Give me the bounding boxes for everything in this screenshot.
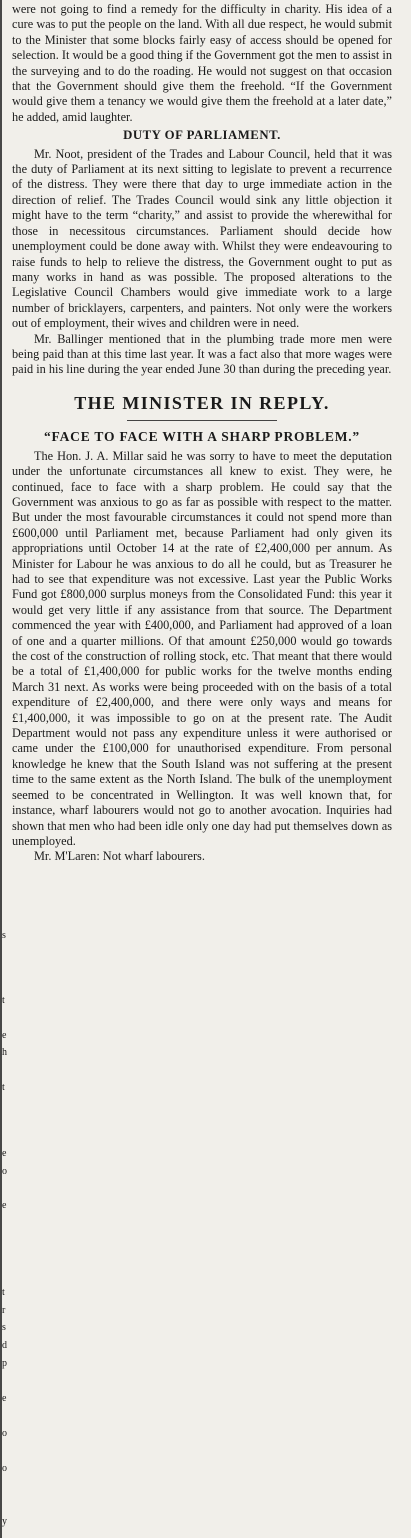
margin-letter: s (2, 930, 6, 941)
adjacent-column-fragments (2, 0, 10, 1538)
margin-letter: o (2, 1428, 7, 1439)
margin-letter: h (2, 1047, 7, 1058)
subheading-face-to-face: “FACE TO FACE WITH A SHARP PROBLEM.” (44, 428, 360, 444)
margin-letter: r (2, 1305, 6, 1316)
margin-letter: t (2, 1082, 5, 1093)
subheading-duty-of-parliament: DUTY OF PARLIAMENT. (123, 128, 281, 143)
paragraph-millar: The Hon. J. A. Millar said he was sorry to have to meet the deputation under the unfortunate circumstances all knew to exist. They were, he continued, face to face with a sharp problem. He could say that the Government was anxious to go as far as possible with respect to the matter. But under the most favourable circumstances it could not spend more than £600,000 until Parliament met, because Parliament had only given its appropriations until October 14 at the rate of £2,400,000 per annum. As Minister for Labour he was anxious to do all he could, but as Treasurer he had to see that expenditure was not excessive. Last year the Public Works Fund got £800,000 surplus moneys from the Consolidated Fund: this year it would get very little if any assistance from that source. The Department commenced the year with £400,000, and Parliament had approved of a loan of one and a quarter millions. Of that amount £250,000 would go towards the cost of the construction of rolling stock, etc. That meant that there would be a total of £1,400,000 for public works for the twelve months ending March 31 next. As works were being proceeded with on the basis of a total expenditure of £2,400,000, and there were only ways and means for £1,400,000, it was impossible to go on at the present rate. The Audit Department would not pass any expenditure unless it were authorised or came under the £100,000 for unauthorised expenditure. From personal knowledge he knew that the South Island was not suffering at the present time to the same extent as the North Island. The bulk of the unemployment seemed to be concentrated in Wellington. It was well known that, for instance, wharf labourers would not go to another avocation. Inquiries had shown that men who had been idle only one day had put themselves down as unemployed. (12, 448, 392, 848)
paragraph-remedy: were not going to find a remedy for the difficulty in charity. His idea of a cure was to put the people on the land. With all due respect, he would submit to the Minister that some blocks fairly easy of access should be opened for selection. It would be a good thing if the Government got the men to assist in the surveying and to do the roading. He would not suggest on that occasion that the Government should give them the freehold. “If the Government would give them a tenancy we would give them the freehold at a later date,” he added, amid laughter. (12, 2, 392, 124)
paragraph-noot: Mr. Noot, president of the Trades and Labour Council, held that it was the duty of Parliament at its next sitting to legislate to prevent a recurrence of the distress. They were there that day to urge immediate action in the direction of relief. The Trades Council would sink any little objection it might have to the term “charity,” and assist to provide the wherewithal for those in necessitous circumstances. Parliament should decide how unemployment could be done away with. Whilst they were endeavouring to raise funds to help to relieve the distress, the Government ought to put as many works in hand as was possible. The proposed alterations to the Legislative Council Chambers would give immediate work to a large number of bricklayers, carpenters, and painters. Not only were the workers out of employment, their wives and children were in need. (12, 146, 392, 331)
paragraph-mlaren: Mr. M'Laren: Not wharf labourers. (34, 849, 205, 864)
margin-letter: d (2, 1340, 7, 1351)
margin-letter: t (2, 995, 5, 1006)
margin-letter: t (2, 1287, 5, 1298)
margin-letter: o (2, 1166, 7, 1177)
margin-letter: e (2, 1200, 7, 1211)
margin-letter: o (2, 1463, 7, 1474)
heading-divider (127, 420, 277, 421)
margin-letter: e (2, 1393, 7, 1404)
heading-minister-in-reply: THE MINISTER IN REPLY. (74, 392, 330, 413)
margin-letter: p (2, 1358, 7, 1369)
paragraph-ballinger: Mr. Ballinger mentioned that in the plumbing trade more men were being paid than at this time last year. It was a fact also that more wages were paid in his line during the year ended June 30 than during the preceding year. (12, 331, 392, 377)
margin-letter: e (2, 1030, 7, 1041)
margin-letter: y (2, 1516, 7, 1527)
article-column (12, 2, 392, 865)
margin-letter: e (2, 1148, 7, 1159)
margin-letter: s (2, 1322, 6, 1333)
